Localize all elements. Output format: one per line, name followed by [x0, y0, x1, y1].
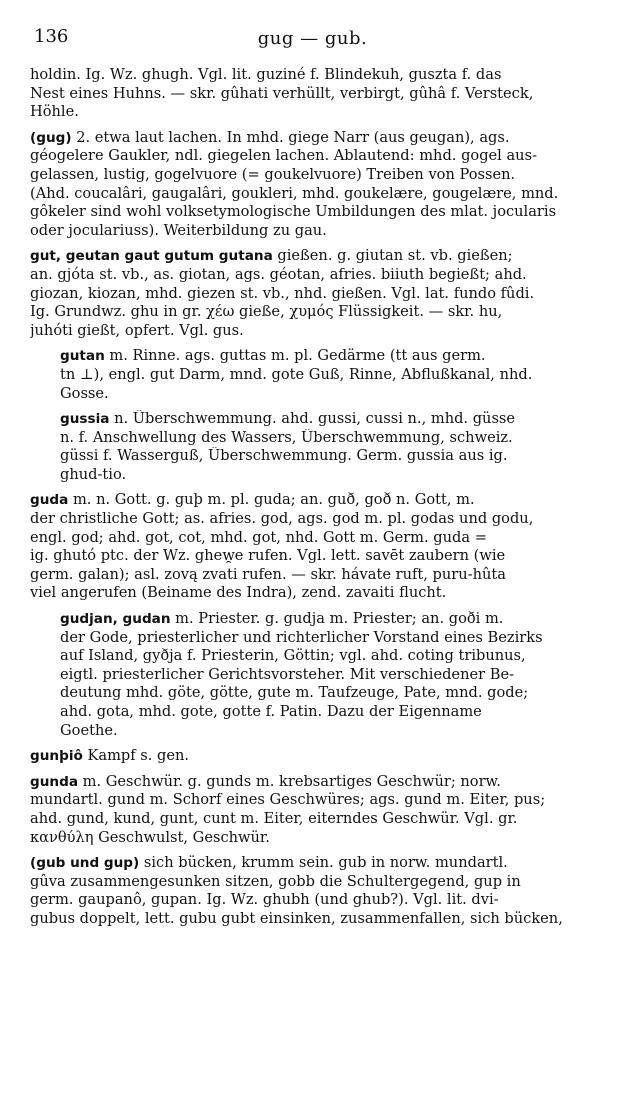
entry-line [60, 447, 605, 466]
headword: gunþiô [30, 748, 83, 765]
entry-line [30, 266, 605, 285]
entry-line [60, 722, 605, 741]
entry-line [60, 647, 605, 666]
entry-text: gelassen, lustig, gogelvuore (= goukelvuore) Treiben von Possen. [30, 165, 516, 183]
dictionary-entry [30, 773, 605, 847]
sub-entry [60, 410, 605, 484]
entry-line [30, 285, 605, 304]
entry-line [30, 910, 605, 929]
page-number: 136 [34, 26, 69, 47]
entry-line [30, 322, 605, 341]
dictionary-entry [30, 747, 605, 766]
entry-text: tn ⊥), engl. gut Darm, mnd. gote Guß, Rinne, Abflußkanal, nhd. [60, 365, 533, 383]
entry-text: an. gjóta st. vb., as. giotan, ags. géotan, afries. biiuth begießt; ahd. [30, 265, 527, 283]
entry-line [30, 66, 605, 85]
entry-text: ahd. gota, mhd. gote, gotte f. Patin. Dazu der Eigenname [60, 703, 482, 720]
entry-text: giozan, kiozan, mhd. giezen st. vb., nhd. gießen. Vgl. lat. fundo fûdi. [30, 284, 535, 302]
entry-text: (Ahd. coucalâri, gaugalâri, goukleri, mhd. goukelære, gougelære, mnd. [30, 184, 559, 202]
entry-line [30, 103, 605, 122]
entry-text: géogelere Gaukler, ndl. giegelen lachen. Ablautend: mhd. gogel aus- [30, 147, 537, 165]
entry-text: germ. galan); asl. zovą zvati rufen. — skr. hávate ruft, puru-hûta [30, 565, 506, 583]
entry-text: Gosse. [60, 384, 109, 402]
entry-text: Goethe. [60, 721, 118, 739]
entry-line [30, 222, 605, 241]
entry-line [30, 85, 605, 104]
entry-line [30, 829, 605, 848]
entry-line [30, 791, 605, 810]
entry-line [30, 584, 605, 603]
dictionary-entries [30, 66, 605, 936]
entry-text: mundartl. gund m. Schorf eines Geschwüres; ags. gund m. Eiter, pus; [30, 791, 546, 809]
entry-text: Ig. Grundwz. ghu in gr. χέω gieße, χυμός Flüssigkeit. — skr. hu, [30, 303, 503, 321]
entry-line [30, 810, 605, 829]
entry-line [30, 773, 605, 792]
entry-text: germ. gaupanô, gupan. Ig. Wz. ghubh (und ghub?). Vgl. lit. dvi- [30, 891, 499, 909]
entry-line [30, 247, 605, 266]
entry-text: deutung mhd. göte, götte, gute m. Taufzeuge, Pate, mnd. gode; [60, 684, 529, 702]
dictionary-entry [30, 66, 605, 122]
entry-text: eigtl. priesterlicher Gerichtsvorsteher. Mit verschiedener Be- [60, 665, 515, 683]
entry-text: sich bücken, krumm sein. gub in norw. mundartl. [139, 854, 508, 872]
entry-line [60, 347, 605, 366]
entry-text: m. n. Gott. g. guþ m. pl. guda; an. guð, goð n. Gott, m. [68, 491, 475, 509]
entry-text: ghud-tio. [60, 465, 127, 483]
entry-line [30, 854, 605, 873]
dictionary-entry [30, 247, 605, 340]
headword: gussia [60, 411, 110, 428]
entry-text: Kampf s. gen. [82, 747, 190, 765]
entry-line [60, 366, 605, 385]
headword: guda [30, 492, 69, 509]
entry-line [60, 684, 605, 703]
entry-line [60, 410, 605, 429]
entry-line [30, 529, 605, 548]
entry-text: holdin. Ig. Wz. ghugh. Vgl. lit. guziné f. Blindekuh, guszta f. das [30, 66, 502, 83]
sub-entry [60, 347, 605, 403]
entry-text: n. f. Anschwellung des Wassers, Überschwemmung, schweiz. [60, 428, 513, 446]
entry-text: gôkeler sind wohl volksetymologische Umbildungen des mlat. jocularis [30, 203, 557, 221]
entry-text: n. Überschwemmung. ahd. gussi, cussi n., mhd. güsse [109, 410, 516, 428]
entry-line [30, 747, 605, 766]
entry-line [30, 491, 605, 510]
entry-line [30, 166, 605, 185]
dictionary-entry [30, 129, 605, 241]
entry-text: juhóti gießt, opfert. Vgl. gus. [30, 321, 244, 339]
entry-line [60, 703, 605, 722]
entry-text: auf Island, gyðja f. Priesterin, Göttin; vgl. ahd. coting tribunus, [60, 647, 526, 665]
entry-line [30, 185, 605, 204]
dictionary-entry [30, 491, 605, 603]
sub-entry [60, 610, 605, 740]
entry-text: gûva zusammengesunken sitzen, gobb die Schultergegend, gup in [30, 872, 521, 890]
entry-text: güssi f. Wasserguß, Überschwemmung. Germ. gussia aus ig. [60, 447, 508, 465]
headword: gudjan, gudan [60, 611, 171, 628]
entry-text: der Gode, priesterlicher und richterlicher Vorstand eines Bezirks [60, 628, 543, 646]
headword: gutan [60, 348, 105, 365]
entry-text: 2. etwa laut lachen. In mhd. giege Narr (aus geugan), ags. [71, 128, 510, 146]
entry-line [30, 147, 605, 166]
entry-line [60, 666, 605, 685]
entry-text: κανθύλη Geschwulst, Geschwür. [30, 828, 270, 846]
entry-text: viel angerufen (Beiname des Indra), zend. zavaiti flucht. [30, 584, 447, 602]
entry-text: m. Priester. g. gudja m. Priester; an. goði m. [170, 610, 504, 628]
entry-text: m. Geschwür. g. gunds m. krebsartiges Geschwür; norw. [78, 772, 501, 790]
entry-line [30, 891, 605, 910]
headword: (gub und gup) [30, 855, 140, 872]
entry-text: m. Rinne. ags. guttas m. pl. Gedärme (tt aus germ. [104, 347, 486, 365]
running-head: gug — gub. [257, 28, 368, 49]
entry-line [30, 303, 605, 322]
entry-line [60, 466, 605, 485]
entry-line [30, 547, 605, 566]
entry-text: gießen. g. giutan st. vb. gießen; [272, 247, 513, 265]
entry-line [30, 510, 605, 529]
dictionary-entry [30, 854, 605, 928]
headword: gut, geutan gaut gutum gutana [30, 248, 273, 265]
entry-text: engl. god; ahd. got, cot, mhd. got, nhd. Gott m. Germ. guda = [30, 528, 487, 546]
entry-line [30, 129, 605, 148]
entry-line [60, 629, 605, 648]
entry-text: Höhle. [30, 103, 79, 121]
entry-text: Nest eines Huhns. — skr. gûhati verhüllt, verbirgt, gûhâ f. Versteck, [30, 84, 534, 102]
entry-line [60, 429, 605, 448]
entry-line [30, 203, 605, 222]
entry-line [30, 566, 605, 585]
entry-line [60, 610, 605, 629]
entry-text: ahd. gund, kund, gunt, cunt m. Eiter, eiterndes Geschwür. Vgl. gr. [30, 809, 518, 827]
headword: (gug) [30, 129, 72, 146]
entry-text: gubus doppelt, lett. gubu gubt einsinken, zusammenfallen, sich bücken, [30, 909, 563, 927]
headword: gunda [30, 773, 78, 790]
entry-text: oder joculariuss). Weiterbildung zu gau. [30, 221, 327, 239]
entry-text: der christliche Gott; as. afries. god, ags. god m. pl. godas und godu, [30, 510, 534, 528]
entry-text: ig. ghutó ptc. der Wz. ghew̯e rufen. Vgl. lett. savēt zaubern (wie [30, 547, 506, 565]
entry-line [60, 385, 605, 404]
entry-line [30, 873, 605, 892]
